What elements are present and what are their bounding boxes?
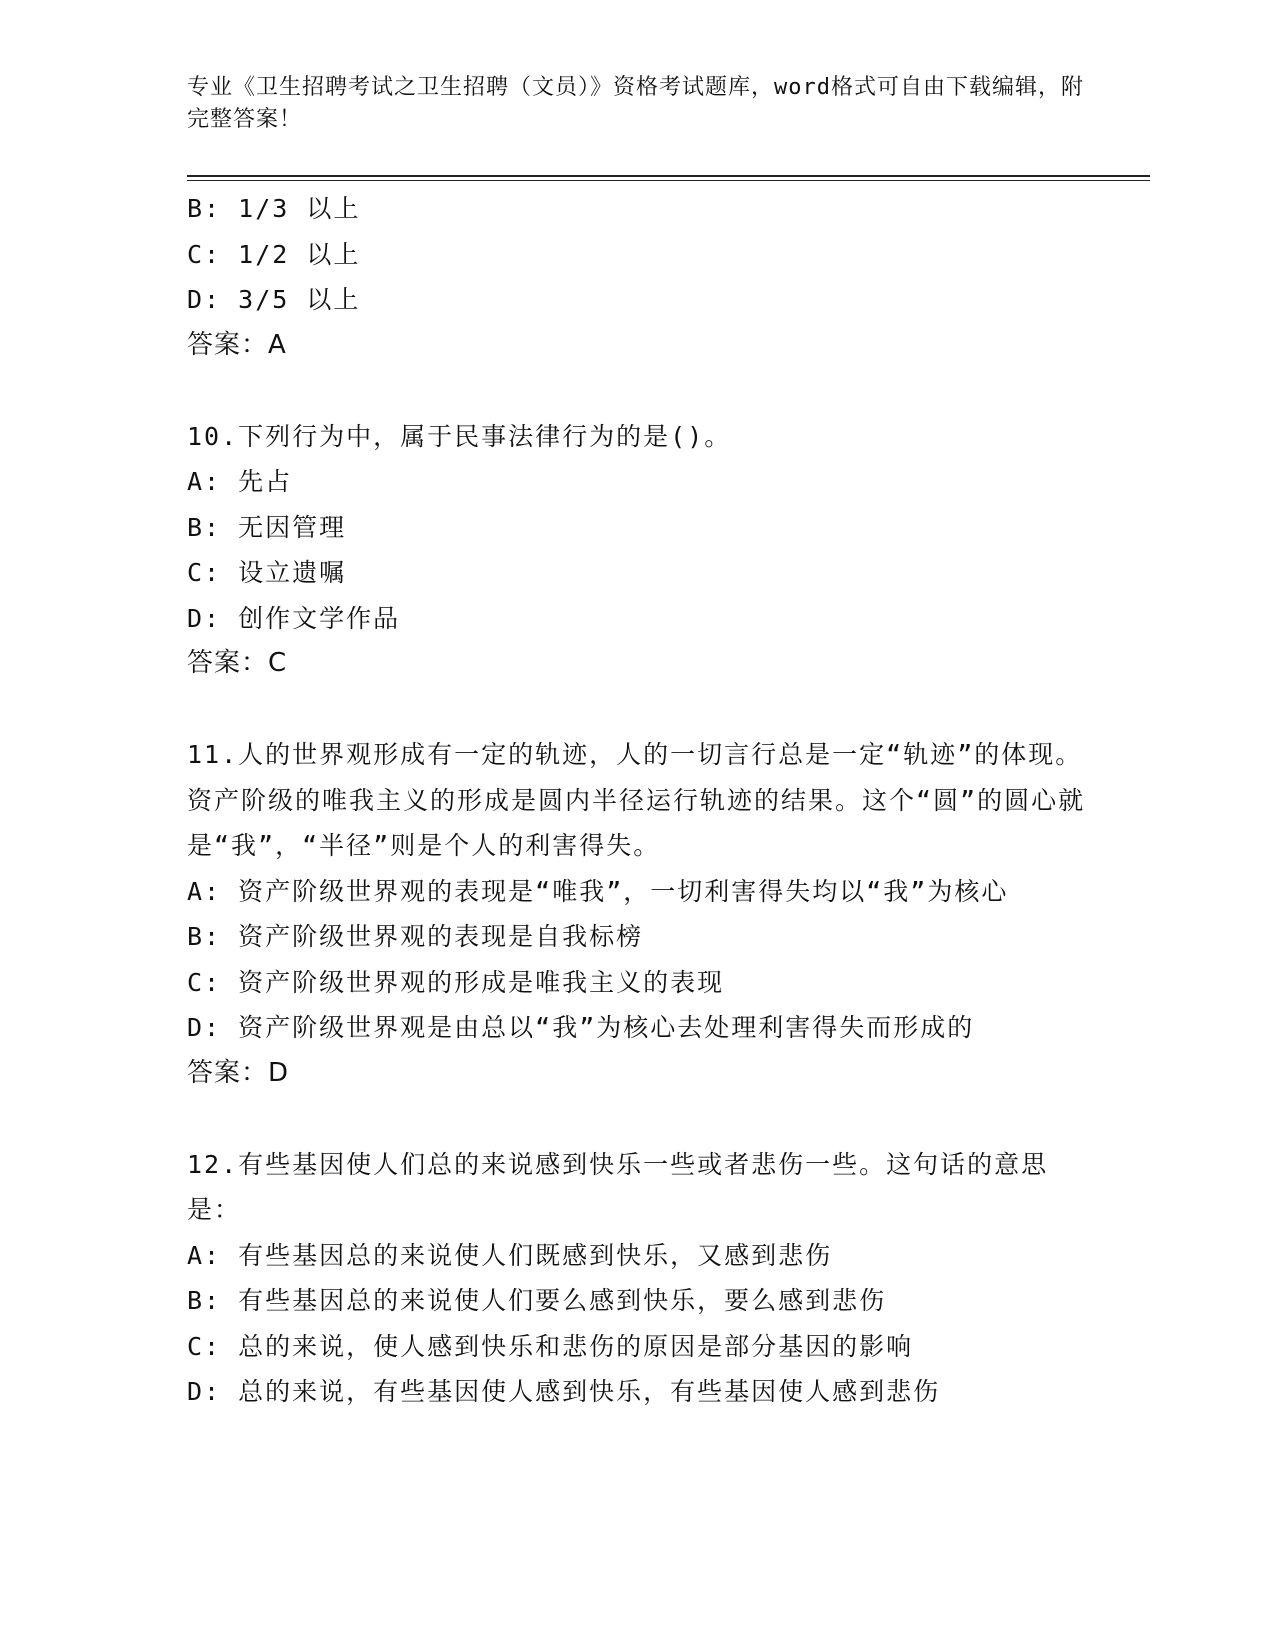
spacer: [187, 368, 1087, 414]
question-9-continued: [187, 186, 1087, 368]
header-title: 专业《卫生招聘考试之卫生招聘（文员）》资格考试题库，word格式可自由下载编辑，附完整答案！: [187, 75, 1084, 132]
option-c: C: 1/2 以上: [187, 239, 361, 269]
question-11: [187, 732, 1087, 1096]
question-stem: 12.有些基因使人们总的来说感到快乐一些或者悲伤一些。这句话的意思是：: [187, 1149, 1049, 1224]
option-d: D: 创作文学作品: [187, 603, 401, 633]
question-12: [187, 1142, 1087, 1415]
spacer: [187, 1096, 1087, 1142]
spacer: [187, 687, 1087, 733]
option-c: C: 资产阶级世界观的形成是唯我主义的表现: [187, 967, 725, 997]
header-divider-thick: [187, 175, 1150, 177]
answer-line: 答案：A: [187, 329, 287, 360]
document-header: [187, 72, 1087, 136]
question-10: [187, 414, 1087, 687]
option-b: B: 有些基因总的来说使人们要么感到快乐，要么感到悲伤: [187, 1286, 887, 1315]
header-divider-thin: [187, 180, 1150, 181]
question-stem: 11.人的世界观形成有一定的轨迹，人的一切言行总是一定“轨迹”的体现。资产阶级的唯我主义的形成是圆内半径运行轨迹的结果。这个“圆”的圆心就是“我”，“半径”则是个人的利害得失。: [187, 740, 1086, 860]
option-d: D: 3/5 以上: [187, 285, 361, 314]
answer-line: 答案：D: [187, 1057, 290, 1088]
option-b: B: 无因管理: [187, 512, 347, 542]
option-c: C: 设立遗嘱: [187, 558, 347, 587]
option-a: A: 有些基因总的来说使人们既感到快乐，又感到悲伤: [187, 1240, 833, 1270]
answer-line: 答案：C: [187, 648, 288, 678]
document-body: [187, 186, 1087, 1415]
option-b: B: 1/3 以上: [187, 194, 361, 223]
option-a: A: 资产阶级世界观的表现是“唯我”，一切利害得失均以“我”为核心: [187, 876, 1009, 906]
option-d: D: 资产阶级世界观是由总以“我”为核心去处理利害得失而形成的: [187, 1013, 975, 1042]
option-a: A: 先占: [187, 467, 293, 496]
option-b: B: 资产阶级世界观的表现是自我标榜: [187, 922, 644, 951]
option-c: C: 总的来说，使人感到快乐和悲伤的原因是部分基因的影响: [187, 1331, 914, 1361]
option-d: D: 总的来说，有些基因使人感到快乐，有些基因使人感到悲伤: [187, 1377, 941, 1406]
question-stem: 10.下列行为中，属于民事法律行为的是()。: [187, 421, 732, 451]
